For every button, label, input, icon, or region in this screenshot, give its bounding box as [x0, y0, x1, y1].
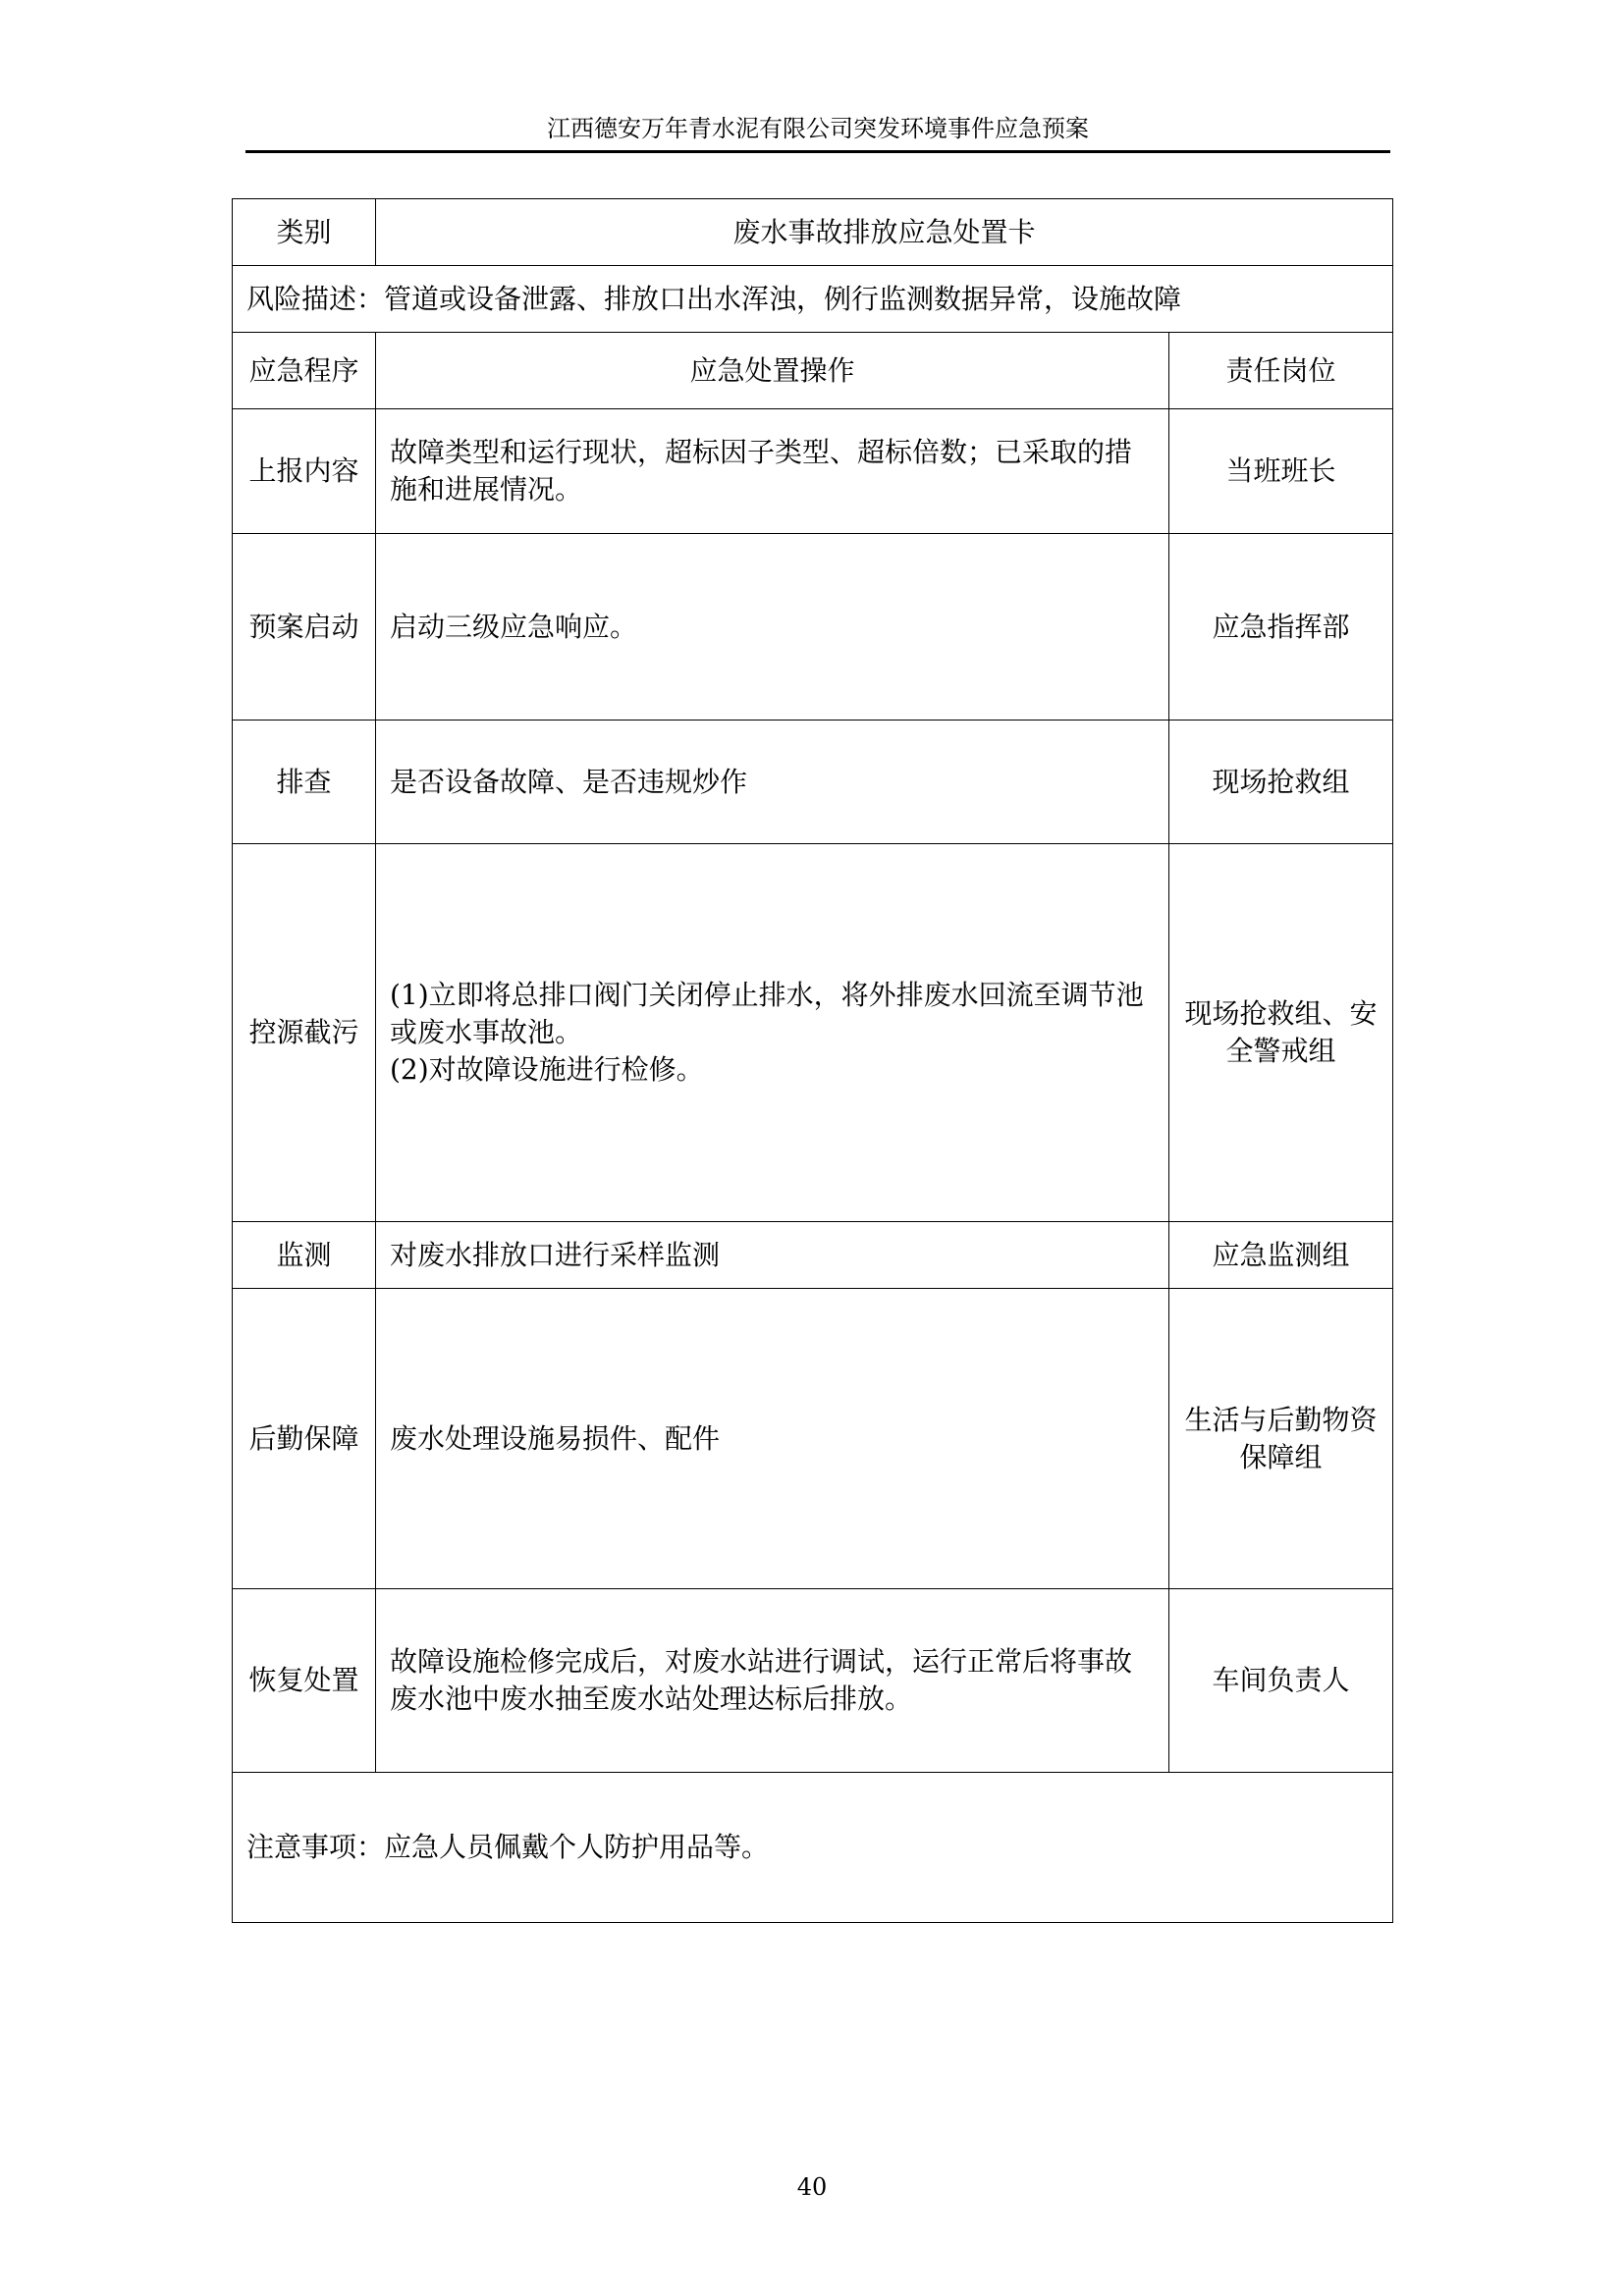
responsible-cell: 当班班长	[1169, 409, 1393, 534]
category-value-cell: 废水事故排放应急处置卡	[376, 199, 1393, 266]
notes-cell: 注意事项：应急人员佩戴个人防护用品等。	[233, 1773, 1393, 1923]
operation-step-1: (1)立即将总排口阀门关闭停止排水，将外排废水回流至调节池或废水事故池。	[390, 979, 1144, 1048]
operation-header-cell: 应急处置操作	[376, 333, 1169, 409]
stage-cell: 排查	[233, 721, 376, 844]
stage-cell: 后勤保障	[233, 1289, 376, 1589]
table-row	[233, 1222, 1393, 1289]
table-row	[233, 1589, 1393, 1773]
operation-step-2: (2)对故障设施进行检修。	[390, 1053, 704, 1086]
table-row	[233, 409, 1393, 534]
page-header-title: 江西德安万年青水泥有限公司突发环境事件应急预案	[547, 115, 1089, 142]
procedure-header-cell: 应急程序	[233, 333, 376, 409]
responsible-cell: 车间负责人	[1169, 1589, 1393, 1773]
risk-description-row	[233, 266, 1393, 333]
category-row	[233, 199, 1393, 266]
stage-cell: 监测	[233, 1222, 376, 1289]
stage-cell: 上报内容	[233, 409, 376, 534]
responsible-header-cell: 责任岗位	[1169, 333, 1393, 409]
table-row	[233, 721, 1393, 844]
operation-cell	[376, 844, 1169, 1222]
stage-cell: 控源截污	[233, 844, 376, 1222]
risk-description-cell: 风险描述：管道或设备泄露、排放口出水浑浊，例行监测数据异常，设施故障	[233, 266, 1393, 333]
emergency-disposal-card-table	[232, 198, 1393, 1923]
page-number: 40	[796, 2173, 828, 2201]
responsible-cell: 生活与后勤物资保障组	[1169, 1289, 1393, 1589]
operation-cell: 故障设施检修完成后，对废水站进行调试，运行正常后将事故废水池中废水抽至废水站处理达标后排放。	[376, 1589, 1169, 1773]
stage-cell: 恢复处置	[233, 1589, 376, 1773]
category-label-cell: 类别	[233, 199, 376, 266]
table-row	[233, 844, 1393, 1222]
operation-cell: 故障类型和运行现状，超标因子类型、超标倍数；已采取的措施和进展情况。	[376, 409, 1169, 534]
operation-cell: 对废水排放口进行采样监测	[376, 1222, 1169, 1289]
notes-row	[233, 1773, 1393, 1923]
responsible-cell: 现场抢救组、安全警戒组	[1169, 844, 1393, 1222]
responsible-cell: 应急监测组	[1169, 1222, 1393, 1289]
stage-cell: 预案启动	[233, 534, 376, 721]
column-header-row	[233, 333, 1393, 409]
responsible-cell: 应急指挥部	[1169, 534, 1393, 721]
operation-cell: 启动三级应急响应。	[376, 534, 1169, 721]
table-row	[233, 534, 1393, 721]
operation-cell: 废水处理设施易损件、配件	[376, 1289, 1169, 1589]
table-row	[233, 1289, 1393, 1589]
header-divider	[245, 150, 1390, 153]
responsible-cell: 现场抢救组	[1169, 721, 1393, 844]
operation-cell: 是否设备故障、是否违规炒作	[376, 721, 1169, 844]
